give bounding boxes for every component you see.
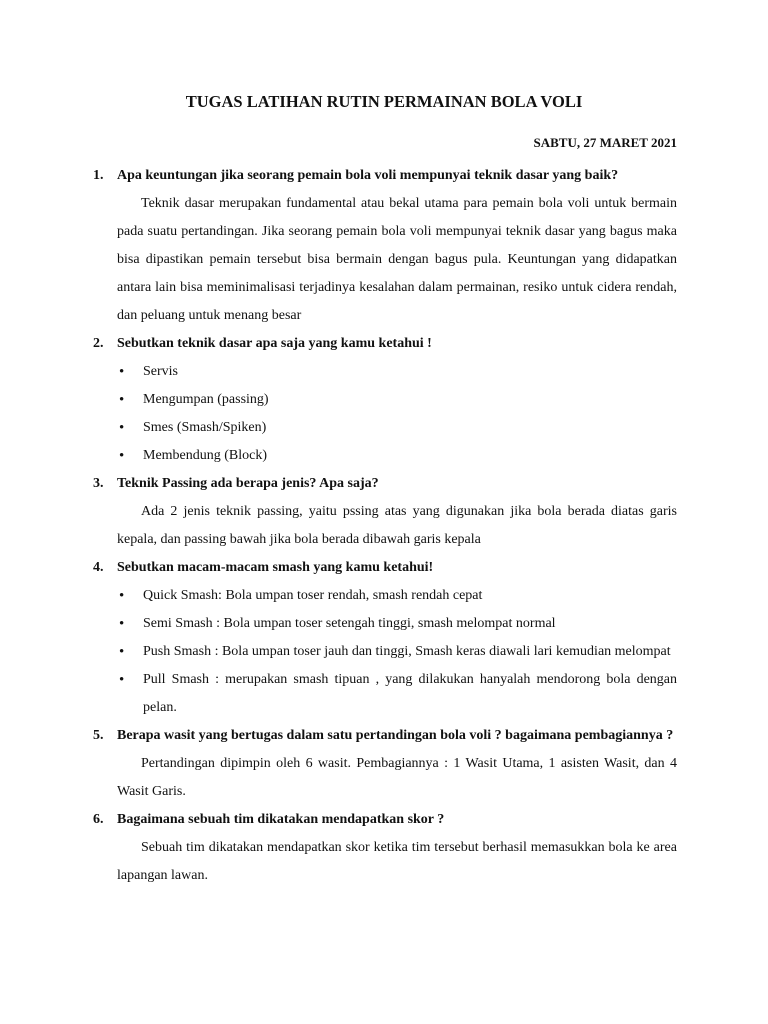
answer-1: Teknik dasar merupakan fundamental atau bekal utama para pemain bola voli untuk bermain pada suatu pertandingan. Jika seorang pemain bola voli mempunyai teknik dasar yang bagus maka bisa dipastikan pemain tersebut bisa bermain dengan bagus pula. Keuntungan yang didapatkan antara lain bisa meminimalisasi terjadinya kesalahan dalam permainan, resiko untuk cidera rendah, dan peluang untuk menang besar [117,196,677,323]
question-5 [93,722,677,750]
question-2 [93,330,677,358]
question-4 [93,554,677,582]
question-number: 6. [93,812,104,827]
list-item: • Pull Smash : merupakan smash tipuan , yang dilakukan hanyalah mendorong bola dengan pelan. [117,666,677,722]
answer-2-list [117,358,677,470]
question-6 [93,806,677,834]
question-number: 3. [93,476,104,491]
question-number: 2. [93,336,104,351]
question-number: 1. [93,168,104,183]
question-number: 5. [93,728,104,743]
list-item: • Push Smash : Bola umpan toser jauh dan tinggi, Smash keras diawali lari kemudian melompat [117,638,677,666]
answer-4-list [117,582,677,722]
question-text: Berapa wasit yang bertugas dalam satu pertandingan bola voli ? bagaimana pembagiannya ? [117,728,674,743]
question-text: Teknik Passing ada berapa jenis? Apa saja? [117,476,379,491]
question-number: 4. [93,560,104,575]
answer-3: Ada 2 jenis teknik passing, yaitu pssing atas yang digunakan jika bola berada diatas garis kepala, dan passing bawah jika bola berada dibawah garis kepala [117,504,677,547]
list-item: • Semi Smash : Bola umpan toser setengah tinggi, smash melompat normal [117,610,677,638]
document-date: SABTU, 27 MARET 2021 [533,135,677,150]
list-item: • Servis [117,358,677,386]
question-text: Apa keuntungan jika seorang pemain bola voli mempunyai teknik dasar yang baik? [117,168,619,183]
document-title: TUGAS LATIHAN RUTIN PERMAINAN BOLA VOLI [185,92,583,111]
list-item: • Mengumpan (passing) [117,386,677,414]
document-body [93,162,677,890]
list-item: • Quick Smash: Bola umpan toser rendah, smash rendah cepat [117,582,677,610]
answer-6: Sebuah tim dikatakan mendapatkan skor ketika tim tersebut berhasil memasukkan bola ke area lapangan lawan. [117,840,677,883]
question-text: Sebutkan teknik dasar apa saja yang kamu ketahui ! [117,336,432,351]
question-text: Sebutkan macam-macam smash yang kamu ketahui! [117,560,434,575]
answer-5: Pertandingan dipimpin oleh 6 wasit. Pembagiannya : 1 Wasit Utama, 1 asisten Wasit, dan 4 Wasit Garis. [117,756,677,799]
question-3 [93,470,677,498]
list-item: • Membendung (Block) [117,442,677,470]
list-item: • Smes (Smash/Spiken) [117,414,677,442]
question-1 [93,162,677,190]
question-text: Bagaimana sebuah tim dikatakan mendapatkan skor ? [117,812,445,827]
